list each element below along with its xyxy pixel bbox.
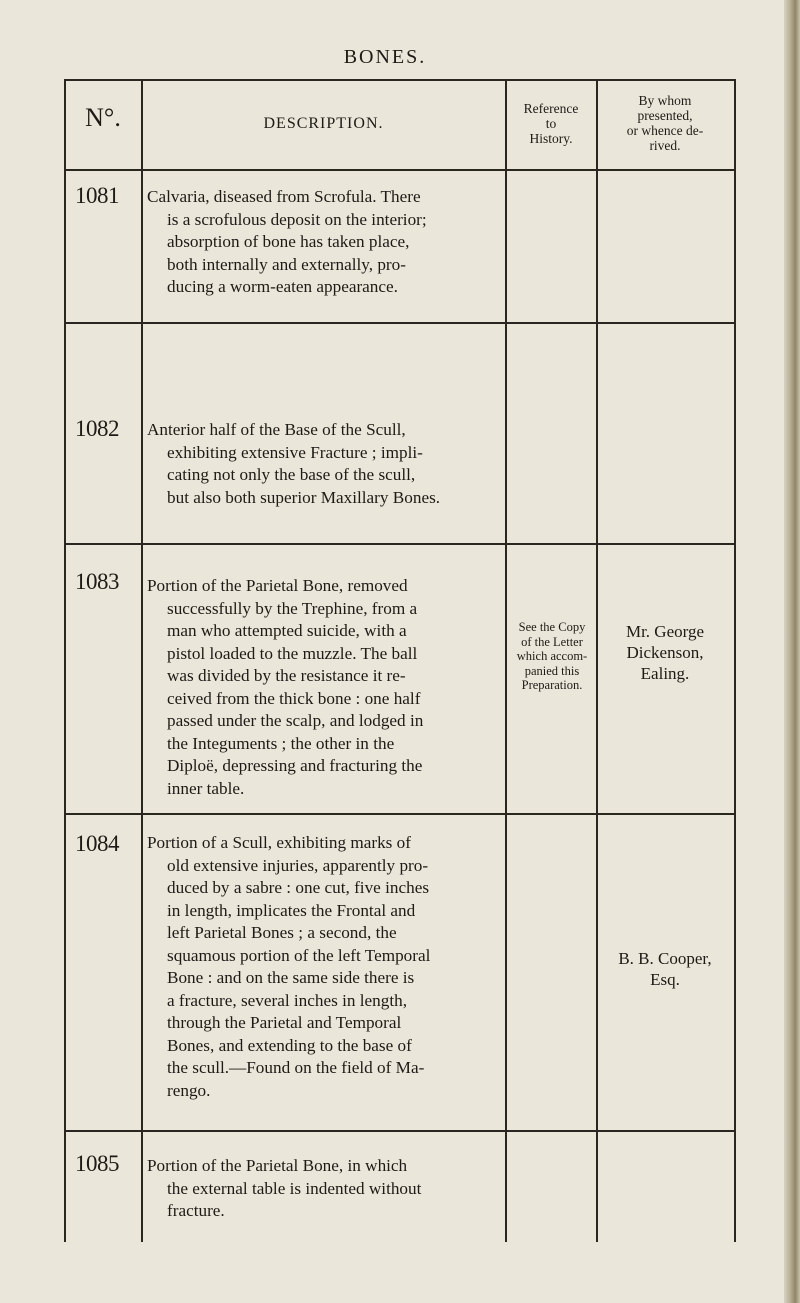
donor-line: Dickenson,: [626, 643, 704, 662]
donor-line: Ealing.: [640, 664, 690, 683]
header-reference-line: to: [545, 116, 557, 132]
description-line: squamous portion of the left Temporal: [167, 945, 431, 965]
entry-description: [147, 832, 497, 1102]
description-line: but also both superior Maxillary Bones.: [167, 487, 441, 507]
entry-reference: [507, 620, 597, 693]
entry-number: 1081: [75, 183, 119, 208]
description-line: fracture.: [167, 1201, 225, 1220]
header-donor-line: presented,: [637, 108, 693, 124]
description-line: duced by a sabre : one cut, five inches: [167, 878, 430, 897]
row-rule: [64, 322, 736, 324]
description-line: ceived from the thick bone : one half: [167, 688, 421, 708]
description-line: the Integuments ; the other in the: [167, 733, 395, 753]
header-donor-line: By whom: [638, 93, 692, 108]
description-line: in length, implicates the Frontal and: [167, 900, 416, 920]
entry-number: 1083: [75, 569, 119, 594]
row-rule: [64, 543, 736, 545]
reference-line: which accom-: [516, 649, 588, 663]
header-reference-line: Reference: [523, 101, 579, 116]
description-line: Bone : and on the same side there is: [167, 968, 415, 987]
description-line: is a scrofulous deposit on the interior;: [167, 209, 427, 229]
header-donor-line: or whence de-: [626, 123, 704, 139]
description-line: Anterior half of the Base of the Scull,: [147, 420, 406, 439]
column-rule: [734, 79, 736, 1242]
entry-description: [147, 186, 497, 299]
description-line: cating not only the base of the scull,: [167, 465, 416, 484]
column-rule: [64, 79, 66, 1242]
page-edge-shadow: [784, 0, 800, 1303]
entry-number: 1084: [75, 831, 119, 856]
description-line: Calvaria, diseased from Scrofula. There: [147, 187, 421, 206]
description-line: Portion of the Parietal Bone, in which: [147, 1156, 408, 1175]
entry-number: 1082: [75, 416, 119, 441]
description-line: inner table.: [167, 778, 245, 798]
description-line: pistol loaded to the muzzle. The ball: [167, 643, 418, 663]
table-top-rule: [64, 79, 736, 81]
reference-line: of the Letter: [521, 634, 583, 649]
row-rule: [64, 813, 736, 815]
description-line: absorption of bone has taken place,: [167, 232, 410, 251]
entry-number: 1085: [75, 1151, 119, 1176]
description-line: successfully by the Trephine, from a: [167, 598, 418, 618]
description-line: passed under the scalp, and lodged in: [167, 711, 424, 730]
header-donor-line: rived.: [649, 138, 681, 154]
donor-line: Esq.: [650, 970, 680, 989]
reference-line: panied this: [524, 663, 580, 678]
entry-description: [147, 575, 497, 800]
entry-donor: [598, 948, 732, 990]
description-line: a fracture, several inches in length,: [167, 990, 408, 1010]
header-description: DESCRIPTION.: [263, 115, 384, 132]
header-reference: [507, 101, 595, 146]
description-line: the external table is indented without: [167, 1178, 422, 1198]
description-line: the scull.—Found on the field of Ma-: [167, 1058, 425, 1077]
header-reference-line: History.: [529, 131, 573, 147]
description-line: Bones, and extending to the base of: [167, 1035, 412, 1055]
description-line: both internally and externally, pro-: [167, 254, 406, 274]
description-line: Diploë, depressing and fracturing the: [167, 756, 423, 775]
description-line: rengo.: [167, 1080, 211, 1100]
description-line: was divided by the resistance it re-: [167, 666, 406, 685]
entry-description: [147, 419, 497, 509]
row-rule: [64, 1130, 736, 1132]
column-rule: [141, 79, 143, 1242]
description-line: left Parietal Bones ; a second, the: [167, 923, 397, 942]
description-line: ducing a worm-eaten appearance.: [167, 277, 398, 296]
entry-description: [147, 1155, 497, 1223]
header-donor: [598, 93, 732, 153]
header-bottom-rule: [64, 169, 736, 171]
description-line: Portion of the Parietal Bone, removed: [147, 576, 408, 595]
description-line: through the Parietal and Temporal: [167, 1013, 402, 1032]
header-number: N°.: [85, 103, 121, 132]
running-title: BONES.: [343, 46, 427, 68]
description-line: man who attempted suicide, with a: [167, 621, 407, 640]
description-line: exhibiting extensive Fracture ; impli-: [167, 442, 423, 462]
description-line: old extensive injuries, apparently pro-: [167, 855, 429, 875]
donor-line: Mr. George: [625, 622, 705, 641]
description-line: Portion of a Scull, exhibiting marks of: [147, 833, 411, 852]
donor-line: B. B. Cooper,: [618, 949, 712, 968]
entry-donor: [598, 621, 732, 684]
reference-line: Preparation.: [521, 678, 583, 692]
reference-line: See the Copy: [518, 620, 586, 634]
